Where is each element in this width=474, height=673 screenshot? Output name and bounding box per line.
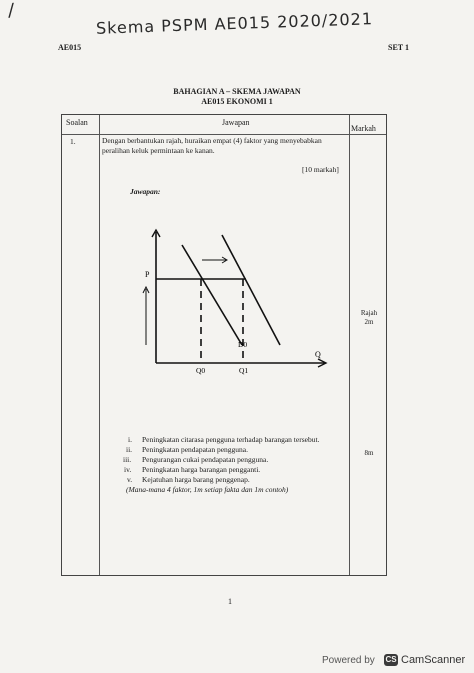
section-title: BAHAGIAN A – SKEMA JAWAPAN: [173, 87, 301, 96]
question-marks: [10 markah]: [302, 165, 339, 174]
column-divider: [349, 115, 350, 575]
camscanner-logo-mark: CS: [385, 655, 397, 664]
price-label: P: [145, 270, 150, 279]
factor-note: (Mana-mana 4 faktor, 1m setiap fakta dan 1m contoh): [126, 485, 289, 494]
demand-curve-d1: [222, 235, 280, 345]
handwritten-title: Skema PSPM AE015 2020/2021: [95, 9, 374, 38]
diagram-mark: Rajah 2m: [360, 309, 378, 326]
quantity-label: Q: [315, 350, 321, 359]
list-item-number: i.: [128, 435, 132, 444]
column-divider: [99, 115, 100, 575]
list-item-text: Pengurangan cukai pendapatan pengguna.: [142, 455, 269, 464]
answer-label: Jawapan:: [130, 187, 161, 196]
list-item: [112, 475, 347, 485]
points-mark: 8m: [364, 449, 374, 457]
header-jawapan: Jawapan: [222, 118, 250, 127]
set-label: SET 1: [388, 43, 409, 52]
d-label: D0: [238, 340, 248, 349]
list-item: [112, 435, 347, 445]
q0-label: Q0: [196, 366, 206, 375]
header-markah: Markah: [351, 124, 376, 133]
list-item-number: iii.: [123, 455, 132, 464]
factor-list: [112, 435, 347, 494]
list-item-text: Peningkatan harga barangan pengganti.: [142, 465, 261, 474]
handwritten-mark: /: [7, 0, 16, 22]
question-line-1: Dengan berbantukan rajah, huraikan empat (4) faktor yang menyebabkan: [102, 136, 322, 145]
camscanner-logo: [384, 654, 398, 666]
course-code: AE015: [58, 43, 82, 52]
list-item: [112, 445, 347, 455]
subject-title: AE015 EKONOMI 1: [201, 97, 273, 106]
demand-shift-diagram: [140, 227, 340, 377]
list-item-text: Kejatuhan harga barang penggenap.: [142, 475, 250, 484]
list-item: [112, 465, 347, 475]
list-item-text: Peningkatan citarasa pengguna terhadap barangan tersebut.: [142, 435, 320, 444]
answer-table: [61, 114, 387, 576]
list-item-number: v.: [127, 475, 133, 484]
list-item-text: Peningkatan pendapatan pengguna.: [142, 445, 249, 454]
page-number: 1: [228, 597, 232, 606]
list-item-number: ii.: [126, 445, 133, 454]
q1-label: Q1: [239, 366, 249, 375]
camscanner-text: CamScanner: [401, 654, 466, 666]
header-divider: [62, 134, 386, 135]
list-item-number: iv.: [124, 465, 132, 474]
header-soalan: Soalan: [66, 118, 88, 127]
question-line-2: peralihan keluk permintaan ke kanan.: [102, 146, 215, 155]
powered-by-text: Powered by: [322, 655, 375, 666]
question-number: 1.: [70, 137, 76, 146]
list-item: [112, 455, 347, 465]
